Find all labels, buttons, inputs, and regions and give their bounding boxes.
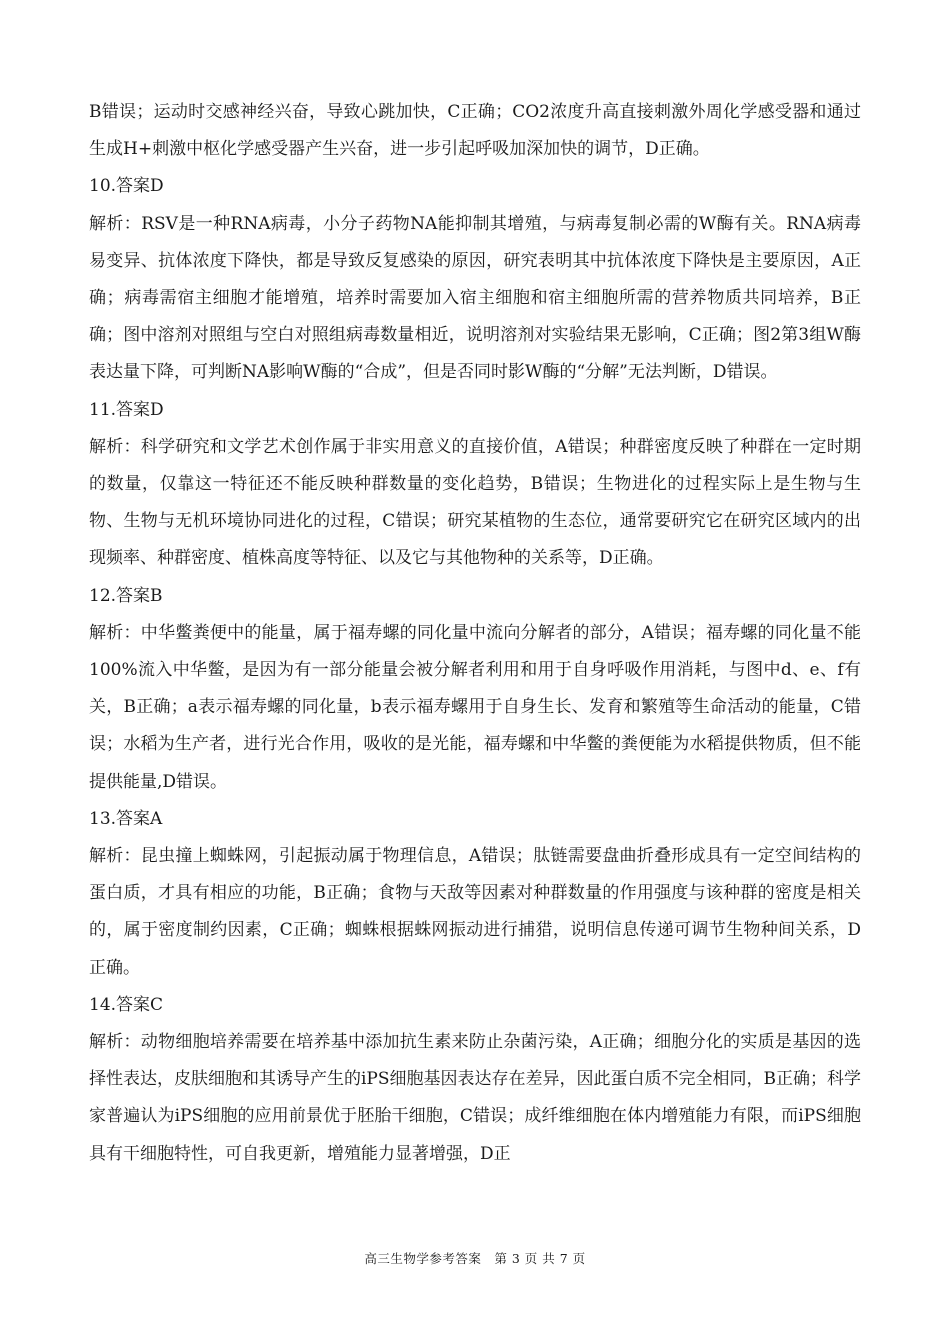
q11-analysis: 解析：科学研究和文学艺术创作属于非实用意义的直接价值，A错误；种群密度反映了种群在一定时期的数量，仅靠这一特征还不能反映种群数量的变化趋势，B错误；生物进化的过程实际上是生物与生物、生物与无机环境协同进化的过程，C错误；研究某植物的生态位，通常要研究它在研究区域内的出现频率、种群密度、植株高度等特征、以及它与其他物种的关系等，D正确。 — [89, 436, 861, 569]
answer-content — [89, 94, 861, 1173]
page-footer: 高三生物学参考答案 第 3 页 共 7 页 — [364, 1251, 586, 1266]
q12-answer: 12.答案B — [89, 585, 163, 606]
q12-analysis: 解析：中华鳖粪便中的能量，属于福寿螺的同化量中流向分解者的部分，A错误；福寿螺的同化量不能100%流入中华鳖，是因为有一部分能量会被分解者利用和用于自身呼吸作用消耗，与图中d、e、f有关，B正确；a表示福寿螺的同化量，b表示福寿螺用于自身生长、发育和繁殖等生命活动的能量，C错误；水稻为生产者，进行光合作用，吸收的是光能，福寿螺和中华鳖的粪便能为水稻提供物质，但不能提供能量,D错误。 — [89, 622, 861, 792]
q10-answer: 10.答案D — [89, 176, 164, 197]
q14-answer: 14.答案C — [89, 994, 164, 1015]
q9-analysis-tail: B错误；运动时交感神经兴奋，导致心跳加快，C正确；CO2浓度升高直接刺激外周化学感受器和通过生成H+刺激中枢化学感受器产生兴奋，进一步引起呼吸加深加快的调节，D正确。 — [89, 102, 861, 160]
q14-analysis: 解析：动物细胞培养需要在培养基中添加抗生素来防止杂菌污染，A正确；细胞分化的实质是基因的选择性表达，皮肤细胞和其诱导产生的iPS细胞基因表达存在差异，因此蛋白质不完全相同，B正确；科学家普遍认为iPS细胞的应用前景优于胚胎干细胞，C错误；成纤维细胞在体内增殖能力有限，而iPS细胞具有干细胞特性，可自我更新，增殖能力显著增强，D正 — [89, 1032, 862, 1164]
q13-answer: 13.答案A — [89, 808, 163, 829]
q11-answer: 11.答案D — [89, 399, 164, 420]
q10-analysis: 解析：RSV是一种RNA病毒，小分子药物NA能抑制其增殖，与病毒复制必需的W酶有关。RNA病毒易变异、抗体浓度下降快，都是导致反复感染的原因，研究表明其中抗体浓度下降快是主要原因，A正确；病毒需宿主细胞才能增殖，培养时需要加入宿主细胞和宿主细胞所需的营养物质共同培养，B正确；图中溶剂对照组与空白对照组病毒数量相近，说明溶剂对实验结果无影响，C正确；图2第3组W酶表达量下降，可判断NA影响W酶的“合成”，但是否同时影W酶的“分解”无法判断，D错误。 — [89, 213, 861, 383]
q13-analysis: 解析：昆虫撞上蜘蛛网，引起振动属于物理信息，A错误；肽链需要盘曲折叠形成具有一定空间结构的蛋白质，才具有相应的功能，B正确；食物与天敌等因素对种群数量的作用强度与该种群的密度是相关的，属于密度制约因素，C正确；蜘蛛根据蛛网振动进行捕猎，说明信息传递可调节生物种间关系，D正确。 — [89, 846, 861, 978]
